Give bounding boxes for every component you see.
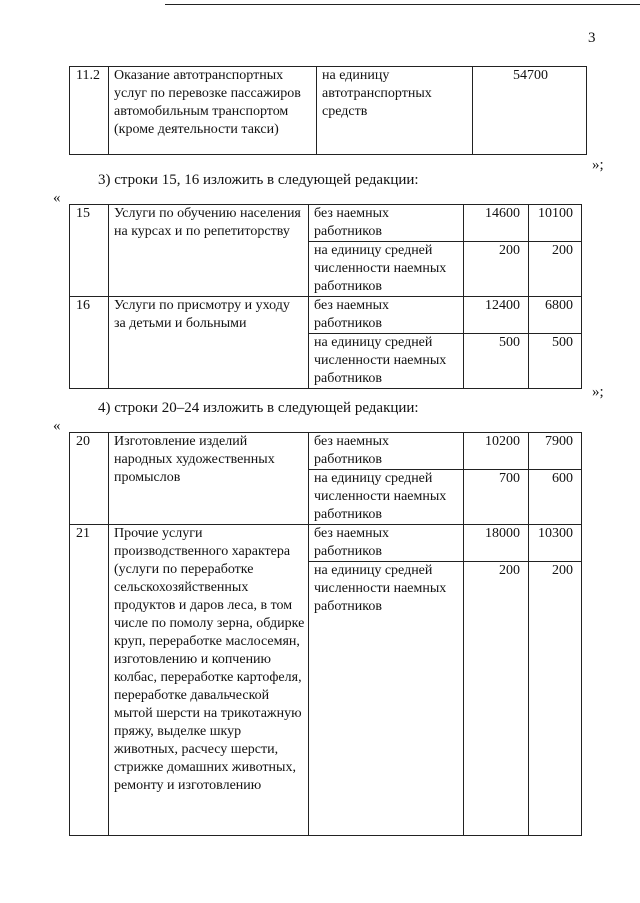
value-cell: 10200 (464, 433, 529, 470)
page-number: 3 (588, 30, 596, 46)
row-index: 11.2 (70, 67, 109, 155)
unit-label: на единицу средней численности наемных работников (309, 242, 464, 297)
paragraph-3: 3) строки 15, 16 изложить в следующей редакции: (98, 172, 419, 188)
value-cell: 10100 (529, 205, 582, 242)
header-rule (165, 4, 640, 5)
service-name: Прочие услуги производственного характера (услуги по переработке сельскохозяйственных продуктов и даров леса, в том числе по помолу зерна, обдирке круп, переработке маслосемян, изготовлению и копчению колбас, переработке картофеля, переработке давальческой мытой шерсти на трикотажную пряжу, выделке шкур животных, расчесу шерсти, стрижке домашних животных, ремонту и изготовлению (109, 525, 309, 836)
value-cell: 500 (529, 334, 582, 389)
value-cell: 10300 (529, 525, 582, 562)
opening-quote: « (53, 418, 61, 434)
value-cell: 7900 (529, 433, 582, 470)
unit-label: без наемных работников (309, 525, 464, 562)
table-row (70, 525, 582, 562)
value-cell: 200 (529, 562, 582, 836)
value-cell: 500 (464, 334, 529, 389)
value-cell: 200 (529, 242, 582, 297)
value-cell: 6800 (529, 297, 582, 334)
value-cell: 18000 (464, 525, 529, 562)
service-name: Услуги по присмотру и уходу за детьми и больными (109, 297, 309, 389)
table-rows-20-21 (69, 432, 582, 836)
row-index: 16 (70, 297, 109, 389)
service-name: Изготовление изделий народных художественных промыслов (109, 433, 309, 525)
paragraph-4: 4) строки 20–24 изложить в следующей редакции: (98, 400, 419, 416)
value-cell: 12400 (464, 297, 529, 334)
table-row (70, 297, 582, 334)
unit-label: на единицу автотранспортных средств (317, 67, 473, 155)
unit-label: на единицу средней численности наемных работников (309, 562, 464, 836)
unit-label: без наемных работников (309, 297, 464, 334)
opening-quote: « (53, 190, 61, 206)
service-name: Оказание автотранспортных услуг по перевозке пассажиров автомобильным транспортом (кроме деятельности такси) (109, 67, 317, 155)
row-index: 21 (70, 525, 109, 836)
value-cell: 700 (464, 470, 529, 525)
value-cell: 54700 (473, 67, 587, 155)
value-cell: 200 (464, 242, 529, 297)
table-row (70, 205, 582, 242)
service-name: Услуги по обучению населения на курсах и по репетиторству (109, 205, 309, 297)
table-row (70, 433, 582, 470)
table-row (70, 67, 587, 155)
value-cell: 14600 (464, 205, 529, 242)
value-cell: 200 (464, 562, 529, 836)
value-cell: 600 (529, 470, 582, 525)
unit-label: без наемных работников (309, 205, 464, 242)
row-index: 20 (70, 433, 109, 525)
unit-label: на единицу средней численности наемных работников (309, 334, 464, 389)
row-index: 15 (70, 205, 109, 297)
unit-label: без наемных работников (309, 433, 464, 470)
table-row-11-2 (69, 66, 587, 155)
unit-label: на единицу средней численности наемных работников (309, 470, 464, 525)
closing-quote: »; (592, 384, 604, 400)
closing-quote: »; (592, 157, 604, 173)
table-rows-15-16 (69, 204, 582, 389)
